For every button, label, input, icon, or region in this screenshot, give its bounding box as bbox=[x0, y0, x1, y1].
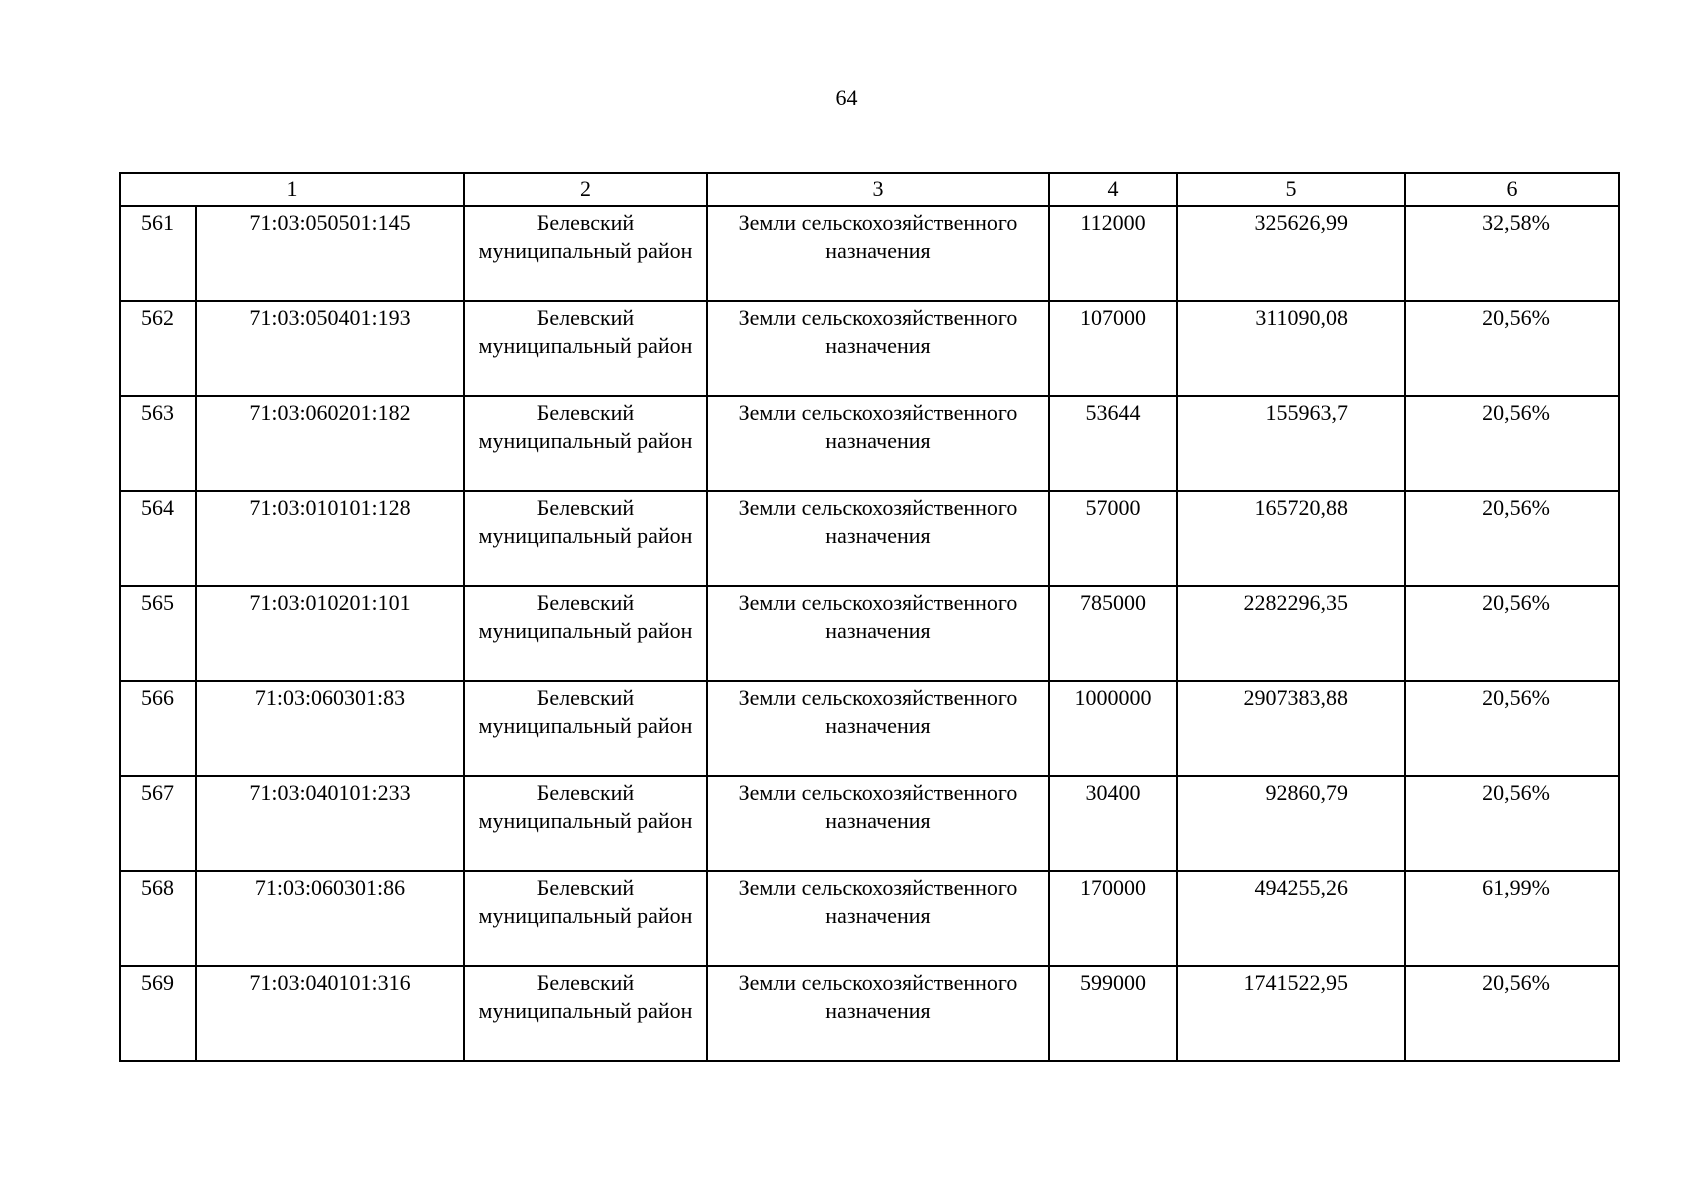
row-number-cell: 567 bbox=[120, 776, 196, 871]
land-category-cell: Земли сельскохозяйственного назначения bbox=[707, 491, 1049, 586]
land-category-cell: Земли сельскохозяйственного назначения bbox=[707, 301, 1049, 396]
rate-cell: 20,56% bbox=[1405, 966, 1619, 1061]
land-plots-table bbox=[119, 172, 1620, 1062]
table-header-row bbox=[120, 173, 1619, 206]
rate-cell: 61,99% bbox=[1405, 871, 1619, 966]
cadastral-cost-cell: 92860,79 bbox=[1177, 776, 1405, 871]
page-number: 64 bbox=[835, 85, 858, 110]
row-number-cell: 565 bbox=[120, 586, 196, 681]
rate-cell: 20,56% bbox=[1405, 586, 1619, 681]
table-row bbox=[120, 491, 1619, 586]
cadastral-cost-cell: 2282296,35 bbox=[1177, 586, 1405, 681]
cadastral-number-cell: 71:03:010101:128 bbox=[196, 491, 464, 586]
rate-cell: 20,56% bbox=[1405, 301, 1619, 396]
district-cell: Белевский муниципальный район bbox=[464, 301, 707, 396]
table-body bbox=[120, 206, 1619, 1061]
rate-cell: 32,58% bbox=[1405, 206, 1619, 301]
row-number-cell: 563 bbox=[120, 396, 196, 491]
row-number-cell: 564 bbox=[120, 491, 196, 586]
area-cell: 170000 bbox=[1049, 871, 1177, 966]
table-row bbox=[120, 301, 1619, 396]
column-header-5: 5 bbox=[1177, 173, 1405, 206]
cadastral-cost-cell: 311090,08 bbox=[1177, 301, 1405, 396]
land-category-cell: Земли сельскохозяйственного назначения bbox=[707, 586, 1049, 681]
column-header-3: 3 bbox=[707, 173, 1049, 206]
area-cell: 599000 bbox=[1049, 966, 1177, 1061]
cadastral-cost-cell: 494255,26 bbox=[1177, 871, 1405, 966]
area-cell: 1000000 bbox=[1049, 681, 1177, 776]
land-category-cell: Земли сельскохозяйственного назначения bbox=[707, 776, 1049, 871]
table-row bbox=[120, 396, 1619, 491]
land-category-cell: Земли сельскохозяйственного назначения bbox=[707, 871, 1049, 966]
land-category-cell: Земли сельскохозяйственного назначения bbox=[707, 396, 1049, 491]
table-row bbox=[120, 586, 1619, 681]
row-number-cell: 561 bbox=[120, 206, 196, 301]
cadastral-cost-cell: 325626,99 bbox=[1177, 206, 1405, 301]
rate-cell: 20,56% bbox=[1405, 776, 1619, 871]
table-row bbox=[120, 206, 1619, 301]
area-cell: 112000 bbox=[1049, 206, 1177, 301]
table-row bbox=[120, 871, 1619, 966]
cadastral-number-cell: 71:03:050501:145 bbox=[196, 206, 464, 301]
district-cell: Белевский муниципальный район bbox=[464, 491, 707, 586]
cadastral-number-cell: 71:03:060301:83 bbox=[196, 681, 464, 776]
row-number-cell: 566 bbox=[120, 681, 196, 776]
area-cell: 785000 bbox=[1049, 586, 1177, 681]
land-category-cell: Земли сельскохозяйственного назначения bbox=[707, 966, 1049, 1061]
row-number-cell: 568 bbox=[120, 871, 196, 966]
district-cell: Белевский муниципальный район bbox=[464, 871, 707, 966]
area-cell: 53644 bbox=[1049, 396, 1177, 491]
area-cell: 107000 bbox=[1049, 301, 1177, 396]
rate-cell: 20,56% bbox=[1405, 396, 1619, 491]
cadastral-number-cell: 71:03:040101:316 bbox=[196, 966, 464, 1061]
cadastral-number-cell: 71:03:010201:101 bbox=[196, 586, 464, 681]
cadastral-number-cell: 71:03:050401:193 bbox=[196, 301, 464, 396]
cadastral-number-cell: 71:03:060301:86 bbox=[196, 871, 464, 966]
cadastral-cost-cell: 165720,88 bbox=[1177, 491, 1405, 586]
column-header-1: 1 bbox=[120, 173, 464, 206]
column-header-4: 4 bbox=[1049, 173, 1177, 206]
table-row bbox=[120, 776, 1619, 871]
district-cell: Белевский муниципальный район bbox=[464, 681, 707, 776]
district-cell: Белевский муниципальный район bbox=[464, 776, 707, 871]
rate-cell: 20,56% bbox=[1405, 491, 1619, 586]
district-cell: Белевский муниципальный район bbox=[464, 206, 707, 301]
rate-cell: 20,56% bbox=[1405, 681, 1619, 776]
district-cell: Белевский муниципальный район bbox=[464, 586, 707, 681]
cadastral-cost-cell: 1741522,95 bbox=[1177, 966, 1405, 1061]
table-row bbox=[120, 681, 1619, 776]
cadastral-number-cell: 71:03:040101:233 bbox=[196, 776, 464, 871]
area-cell: 30400 bbox=[1049, 776, 1177, 871]
cadastral-cost-cell: 2907383,88 bbox=[1177, 681, 1405, 776]
row-number-cell: 562 bbox=[120, 301, 196, 396]
column-header-6: 6 bbox=[1405, 173, 1619, 206]
area-cell: 57000 bbox=[1049, 491, 1177, 586]
district-cell: Белевский муниципальный район bbox=[464, 966, 707, 1061]
column-header-2: 2 bbox=[464, 173, 707, 206]
district-cell: Белевский муниципальный район bbox=[464, 396, 707, 491]
cadastral-cost-cell: 155963,7 bbox=[1177, 396, 1405, 491]
cadastral-number-cell: 71:03:060201:182 bbox=[196, 396, 464, 491]
table-row bbox=[120, 966, 1619, 1061]
row-number-cell: 569 bbox=[120, 966, 196, 1061]
land-category-cell: Земли сельскохозяйственного назначения bbox=[707, 681, 1049, 776]
land-category-cell: Земли сельскохозяйственного назначения bbox=[707, 206, 1049, 301]
